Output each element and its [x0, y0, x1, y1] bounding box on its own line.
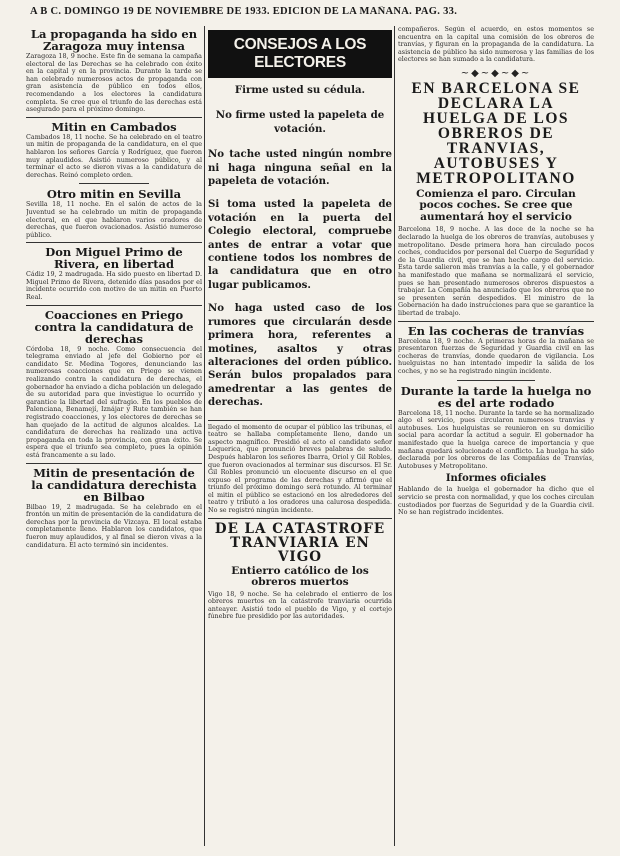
- body-top: compañeros. Según el acuerdo, en estos momentos se encuentra en la capital una comisión de los obreros de tranvías, y figuran en la propaganda de la candidatura. La asistencia de público ha sido numerosa y las familias de los electores se han sumado a la candidatura.: [398, 26, 594, 64]
- body-cambados: Cambados 18, 11 noche. Se ha celebrado en el teatro un mitin de propaganda de la candidatura, en el que hablaron los señores García y Rodríguez, que fueron muy aplaudidos. Asistió numeroso público, y al terminar el acto se dieron vivas a la candidatura de derechas. Reinó completo orden.: [26, 132, 202, 179]
- headline-cocheras: En las cocheras de tranvías: [407, 323, 585, 338]
- consejo-3: No tache usted ningún nombre ni haga ninguna señal en la papeleta de votación.: [208, 148, 392, 188]
- body-bilbao: Bilbao 19, 2 madrugada. Se ha celebrado en el frontón un mitin de presentación de la candidatura de derechas por la provincia de Vizcaya. El local estaba completamente lleno. Hablaron los candidatos, que fueron muy aplaudidos, y al final se dieron vivas a la candidatura. El acto terminó sin incidentes.: [26, 502, 202, 549]
- body-priego: Córdoba 18, 9 noche. Como consecuencia del telegrama enviado al jefe del Gobierno por el candidato Sr. Medina Togores, denunciando las numerosas coacciones que en Priego se vienen realizando contra la candidatura de derechas, el gobernador ha enviado a dicha población un delegado de su autoridad para que investigue lo ocurrido y garantice la libertad del sufragio. En los pueblos de Palenciana, Benamejí, Iznájar y Rute también se han registrado coacciones, y los electores de derechas se han quejado de la actitud de algunos alcaldes. La candidatura de derechas ha realizado una activa propaganda en toda la provincia, con gran éxito. Se espera que el triunfo sea completo, pues la opinión está francamente a su lado.: [26, 344, 202, 459]
- headline-cambados: Mitin en Cambados: [51, 119, 177, 134]
- article-primo: [26, 246, 202, 301]
- consejo-1: Firme usted su cédula.: [234, 84, 366, 96]
- headline-priego: Coacciones en Priego contra la candidatura de derechas: [34, 307, 194, 346]
- article-sevilla: [26, 188, 202, 239]
- headline-bilbao: Mitin de presentación de la candidatura derechista en Bilbao: [31, 465, 197, 504]
- body-primo: Cádiz 19, 2 madrugada. Ha sido puesto en libertad D. Miguel Primo de Rivera, detenido días pasados por el incidente ocurrido con motivo de un mitin en Puerto Real.: [26, 270, 202, 302]
- consejos-title: CONSEJOS A LOS ELECTORES: [208, 30, 392, 78]
- body-cocheras: Barcelona 18, 9 noche. A primeras horas de la mañana se presentaron fuerzas de Seguridad y Guardia civil en las cocheras de tranvías, donde quedaron de vigilancia. Los huelguistas no han intentado impedir la salida de los coches, y no se ha registrado ningún incidente.: [398, 336, 594, 375]
- separator: [208, 420, 392, 421]
- ornament-divider: ~◆~◆~◆~: [460, 67, 532, 79]
- column-rule: [204, 26, 205, 846]
- column-rule: [394, 26, 395, 846]
- headline-barcelona: EN BARCELONA SE DECLARA LA HUELGA DE LOS OBREROS DE TRANVIAS, AUTOBUSES Y METROPOLITANO: [411, 79, 581, 187]
- consejo-2: No firme usted la papeleta de votación.: [215, 109, 385, 135]
- headline-zaragoza: La propaganda ha sido en Zaragoza muy intensa: [30, 27, 198, 53]
- consejo-4: Si toma usted la papeleta de votación en la puerta del Colegio electoral, compruebe antes de entrar a votar que contiene todos los nombres de la candidatura que en otro lugar publicamos.: [208, 198, 392, 291]
- separator: [208, 518, 392, 519]
- body-informes: Hablando de la huelga el gobernador ha dicho que el servicio se presta con normalidad, y que los coches circulan custodiados por fuerzas de Seguridad y de la Guardia civil. No se han registrado incidentes.: [398, 485, 594, 517]
- body-zaragoza: Zaragoza 18, 9 noche. Este fin de semana la campaña electoral de las Derechas se ha celebrado con éxito en la capital y en la provincia. Durante la tarde se han celebrado numerosos actos de propaganda con gran asistencia de público en todos ellos, recomendando a los electores la candidatura completa. Se cree que el triunfo de las derechas está asegurado para el próximo domingo.: [26, 52, 202, 114]
- article-cambados: [26, 121, 202, 180]
- headline-vigo: DE LA CATASTROFE TRANVIARIA EN VIGO: [214, 520, 386, 565]
- page-header: A B C. DOMINGO 19 DE NOVIEMBRE DE 1933. EDICION DE LA MAÑANA. PAG. 33.: [30, 6, 458, 17]
- body-barcelona: Barcelona 18, 9 noche. A las doce de la noche se ha declarado la huelga de los obreros de tranvías, autobuses y metropolitano. Desde primera hora han circulado pocos coches, conducidos por personal del Cuerpo de Seguridad y de la Guardia civil, que se han hecho cargo del servicio. Esta tarde salieron más tranvías a la calle, y el gobernador ha manifestado que mañana se normalizará el servicio, pues se han presentado numerosos obreros dispuestos a trabajar. La Compañía ha anunciado que los obreros que no se presenten serán despedidos. El ministro de la Gobernación ha dado instrucciones para que se garantice la libertad de trabajo.: [398, 225, 594, 317]
- article-priego: [26, 309, 202, 460]
- headline-primo: Don Miguel Primo de Rivera, en libertad: [45, 245, 183, 272]
- column-middle: [208, 26, 392, 848]
- subheadline-barcelona: Comienza el paro. Circulan pocos coches. Se cree que aumentará hoy el servicio: [416, 187, 576, 223]
- consejo-5: No haga usted caso de los rumores que circularán desde primera hora, referentes a motines, asaltos y otras alteraciones del orden público. Serán bulos propalados para amedrentar a las gentes de derechas.: [208, 302, 392, 409]
- body-vigo: Vigo 18, 9 noche. Se ha celebrado el entierro de los obreros muertos en la catástrofe tranviaria ocurrida anteayer. Asistió todo el pueblo de Vigo, y el cortejo fúnebre fue presidido por las autoridades.: [208, 589, 392, 621]
- headline-sevilla: Otro mitin en Sevilla: [46, 187, 182, 202]
- headline-informes: Informes oficiales: [445, 473, 547, 485]
- separator: [26, 117, 202, 118]
- body-tarde: Barcelona 18, 11 noche. Durante la tarde se ha normalizado algo el servicio, pues circularon numerosos tranvías y autobuses. Los huelguistas se reunieron en su domicilio social para acordar la actitud a seguir. El gobernador ha manifestado que la huelga carece de importancia y que mañana quedará solucionado el conflicto. La huelga ha sido declarada por los obreros de las Compañías de Tranvías, Autobuses y Metropolitano.: [398, 408, 594, 470]
- body-sevilla: Sevilla 18, 11 noche. En el salón de actos de la Juventud se ha celebrado un mitin de propaganda electoral, en el que hablaron varios oradores de derechas, que fueron ovacionados. Asistió numeroso público.: [26, 200, 202, 239]
- article-zaragoza: [26, 28, 202, 114]
- separator: [26, 305, 202, 306]
- column-left: [26, 26, 202, 848]
- separator: [26, 463, 202, 464]
- headline-tarde: Durante la tarde la huelga no es del arte rodado: [400, 383, 592, 410]
- separator: [457, 380, 535, 381]
- separator: [398, 321, 594, 322]
- subheadline-vigo: Entierro católico de los obreros muertos: [231, 564, 369, 588]
- column-right: [398, 26, 594, 848]
- separator: [79, 183, 149, 184]
- article-bilbao: [26, 467, 202, 550]
- body-continuation: llegado el momento de ocupar el público las tribunas, el teatro se hallaba completamente lleno, dando un aspecto magnífico. Presidió el acto el candidato señor Lequerica, que pronunció breves palabras de saludo. Después hablaron los señores Ibarra, Oriol y Gil Robles, que fueron ovacionados al terminar sus discursos. El Sr. Gil Robles pronunció un elocuente discurso en el que expuso el programa de las derechas y afirmó que el triunfo del próximo domingo será rotundo. Al terminar el mitin el público se estacionó en los alrededores del teatro y tributó a los oradores una calurosa despedida. No se registró ningún incidente.: [208, 422, 392, 515]
- separator: [26, 242, 202, 243]
